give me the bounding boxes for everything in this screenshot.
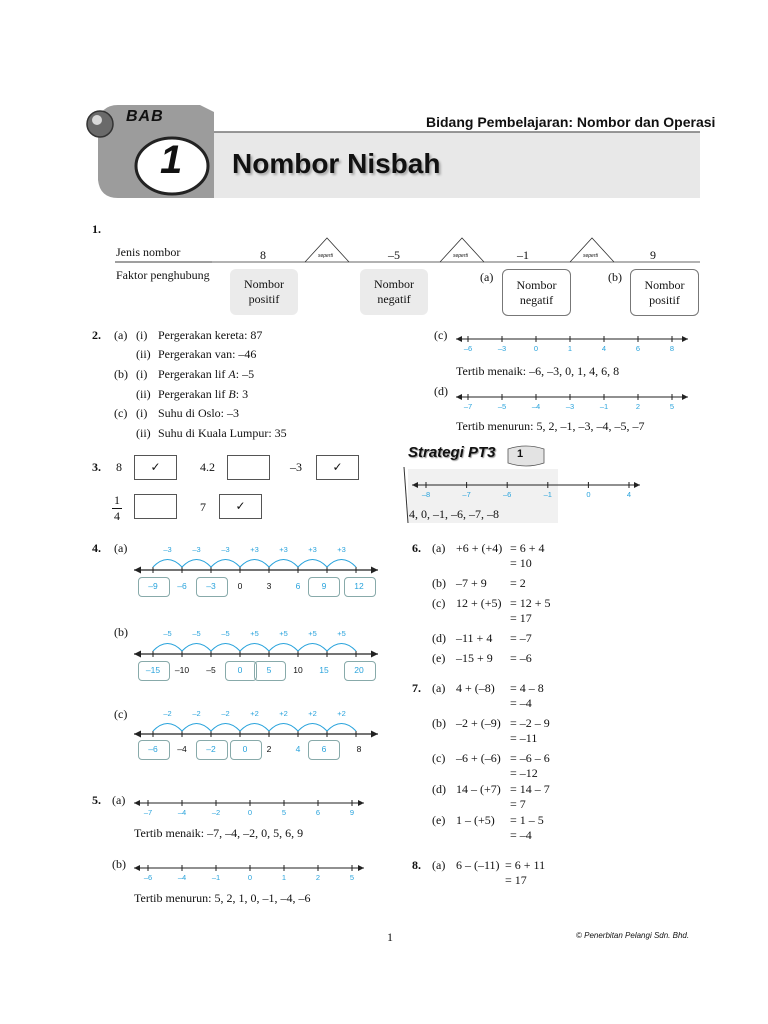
strategi-badge: 1 [517, 448, 524, 460]
q5a-number-line-label-5: 5 [281, 808, 287, 817]
q4c-arc-line-arc-label-3: –2 [221, 709, 230, 718]
q7-d-label: (d) [432, 782, 446, 796]
q3-checkbox-4[interactable] [134, 494, 177, 519]
q4b-arc-line-arrow-left [134, 651, 141, 658]
q2c-number-line-label-2: –3 [497, 344, 507, 353]
strategi-title: Strategi PT3 [408, 444, 496, 461]
q5-a-answer: Tertib menaik: –7, –4, –2, 0, 5, 6, 9 [134, 826, 304, 840]
q2-c-label: (c) [114, 406, 128, 420]
q3-checkbox-3[interactable] [316, 455, 359, 480]
q7-d-expr: 14 – (+7) [456, 782, 501, 796]
q4b-arc-line-arc-3 [211, 644, 240, 652]
q1-box-2-line2: negatif [377, 292, 411, 306]
q4a-arc-line-arc-label-3: –3 [221, 545, 230, 554]
q4-b-label: (b) [114, 625, 128, 639]
q2-a-ii-label: (ii) [136, 347, 151, 361]
q4a-arc-line-arc-label-6: +3 [308, 545, 317, 554]
q2d-number-line-label-1: –7 [463, 402, 473, 411]
q1-box-1 [230, 269, 298, 315]
q4c-value-5: 2 [266, 744, 272, 754]
q4b-arc-line-arc-6 [298, 644, 327, 652]
strategi-number-line-label-4: –1 [543, 490, 552, 499]
q1-box-4-line2: positif [649, 292, 680, 307]
q1-seperti-3: seperti [583, 253, 599, 259]
q2d-number-line-label-4: –3 [565, 402, 575, 411]
q5a-number-line-label-1: –7 [143, 808, 153, 817]
q4c-arc-line-arc-7 [327, 724, 356, 732]
q3-checkbox-5[interactable] [219, 494, 262, 519]
q6-e-l1: = –6 [510, 651, 532, 665]
q2d-number-line-label-3: –4 [531, 402, 541, 411]
q1-row2-label: Faktor penghubung [116, 268, 210, 282]
q6-number: 6. [412, 541, 421, 555]
q4b-arc-line [134, 624, 394, 664]
q5a-number-line-label-4: 0 [247, 808, 253, 817]
q1-value-3: –1 [517, 248, 529, 262]
q3-frac-num: 1 [114, 493, 120, 507]
q4b-value-7: 15 [319, 665, 329, 675]
q1-box-1-line2: positif [248, 292, 280, 306]
q2-c-ii-text: Suhu di Kuala Lumpur: 35 [158, 426, 287, 440]
strategi-number-line-label-5: 0 [586, 490, 591, 499]
q4b-value-3: –5 [206, 665, 216, 675]
q5b-number-line-label-6: 2 [315, 873, 321, 882]
q4a-arc-line-arc-1 [153, 560, 182, 568]
q4b-arc-line-arrow-right [371, 651, 378, 658]
q3-check-3: ✓ [332, 460, 343, 474]
q4a-arc-line-arc-label-7: +3 [337, 545, 346, 554]
q5b-number-line-label-3: –1 [211, 873, 221, 882]
q4c-arc-line-arc-label-7: +2 [337, 709, 346, 718]
q5b-number-line-label-4: 0 [247, 873, 253, 882]
q1-box-3-line2: negatif [519, 292, 554, 307]
q4c-value-2: –4 [177, 744, 187, 754]
q4b-arc-line-arc-label-4: +5 [250, 629, 259, 638]
q6-d-expr: –11 + 4 [456, 631, 493, 645]
q4a-arc-line-arrow-left [134, 567, 141, 574]
q4a-arc-line-arrow-right [371, 567, 378, 574]
q8-a-expr: 6 – (–11) [456, 858, 500, 872]
q1-box-2-line1: Nombor [374, 277, 414, 291]
q1-seperti-2: seperti [453, 253, 469, 259]
q2-b-ii-post: : 3 [235, 387, 249, 401]
q2d-number-line [456, 389, 696, 409]
q5-a-label: (a) [112, 793, 126, 807]
q3-item-4: 7 [200, 500, 206, 514]
q1-seperti-1: seperti [318, 253, 334, 259]
q4b-value-6: 10 [293, 665, 303, 675]
q3-number: 3. [92, 460, 101, 474]
q4b-arc-line-arc-label-2: –5 [192, 629, 201, 638]
q7-a-label: (a) [432, 681, 446, 695]
q2d-number-line-arrow-right [682, 394, 688, 400]
q4b-arc-line-arc-2 [182, 644, 211, 652]
q4a-value-4: 0 [237, 581, 243, 591]
q4a-arc-line-arc-5 [269, 560, 298, 568]
q1-number: 1. [92, 222, 101, 236]
q7-d-l2: = 7 [510, 797, 526, 811]
q2-b-ii-var: B [228, 387, 236, 401]
q2-c-ii-label: (ii) [136, 426, 151, 440]
publisher-credit: © Penerbitan Pelangi Sdn. Bhd. [576, 931, 690, 940]
q4c-arc-line-arc-6 [298, 724, 327, 732]
q4c-arc-line-arc-2 [182, 724, 211, 732]
q1-value-2: –5 [388, 248, 400, 262]
q4c-arc-line [134, 704, 394, 744]
q7-c-expr: –6 + (–6) [456, 751, 501, 765]
q8-a-l1: = 6 + 11 [505, 858, 546, 872]
q4a-arc-line-arc-label-5: +3 [279, 545, 288, 554]
q6-b-expr: –7 + 9 [456, 576, 487, 590]
q1-box-1-line1: Nombor [244, 277, 284, 291]
q4b-arc-line-arc-7 [327, 644, 356, 652]
q4a-values [134, 577, 394, 597]
q1-part-a: (a) [480, 270, 494, 284]
q7-b-expr: –2 + (–9) [456, 716, 501, 730]
q4b-value-1: –15 [145, 665, 161, 675]
q8-a-l2: = 17 [505, 873, 527, 887]
q4b-arc-line-arc-label-7: +5 [337, 629, 346, 638]
q4a-arc-line-arc-3 [211, 560, 240, 568]
q5a-number-line-label-2: –4 [177, 808, 187, 817]
q4a-arc-line-arc-7 [327, 560, 356, 568]
q4b-value-2: –10 [174, 665, 190, 675]
q7-d-l1: = 14 – 7 [510, 782, 550, 796]
q4a-value-6: 6 [295, 581, 301, 591]
page-number: 1 [387, 930, 393, 944]
q2-b-ii-label: (ii) [136, 387, 151, 401]
q4b-value-4: 0 [237, 665, 243, 675]
q4c-value-3: –2 [206, 744, 216, 754]
strategi-number-line-arrow-left [412, 482, 418, 488]
q2-c-i-text: Suhu di Oslo: –3 [158, 406, 240, 420]
q6-b-label: (b) [432, 576, 446, 590]
q4b-arc-line-arc-label-6: +5 [308, 629, 317, 638]
q6-a-expr: +6 + (+4) [456, 541, 503, 555]
subject-area: Bidang Pembelajaran: Nombor dan Operasi [426, 114, 716, 130]
q4b-values [134, 661, 394, 681]
q2c-number-line-arrow-left [456, 336, 462, 342]
strategi-answer: 4, 0, –1, –6, –7, –8 [409, 507, 499, 521]
q6-d-l1: = –7 [510, 631, 532, 645]
q5b-number-line-arrow-left [134, 865, 140, 871]
strategi-number-line-label-2: –7 [462, 490, 471, 499]
q4b-arc-line-arc-label-1: –5 [163, 629, 172, 638]
q3-frac-den: 4 [114, 509, 120, 523]
q1-value-4: 9 [650, 248, 656, 262]
q2c-number-line-label-5: 4 [601, 344, 607, 353]
q2-b-i-text [158, 367, 254, 382]
q2-a-label: (a) [114, 328, 128, 342]
strategi-number-line-label-1: –8 [421, 490, 431, 499]
q2-a-i-label: (i) [136, 328, 148, 342]
q7-b-l1: = –2 – 9 [510, 716, 550, 730]
q3-item-1: 8 [116, 460, 122, 474]
chapter-number: 1 [160, 138, 183, 182]
strategi-number-line-label-6: 4 [626, 490, 632, 499]
q4c-arc-line-arrow-right [371, 731, 378, 738]
q2c-number-line-label-4: 1 [567, 344, 573, 353]
strategi-number-line [412, 477, 652, 497]
q2-number: 2. [92, 328, 101, 342]
q2d-number-line-label-7: 5 [669, 402, 675, 411]
q5a-number-line-label-6: 6 [315, 808, 321, 817]
q2c-number-line-arrow-right [682, 336, 688, 342]
q7-b-label: (b) [432, 716, 446, 730]
q2-b-ii-text [158, 387, 248, 402]
q4b-arc-line-arc-label-5: +5 [279, 629, 288, 638]
q7-number: 7. [412, 681, 421, 695]
q5-number: 5. [92, 793, 101, 807]
q3-item-3: –3 [290, 460, 302, 474]
q4a-value-8: 12 [354, 581, 364, 591]
q4a-arc-line [134, 540, 394, 580]
q5a-number-line [134, 795, 374, 815]
q7-a-l2: = –4 [510, 696, 532, 710]
q1-row1-label: Jenis nombor [116, 245, 181, 259]
q5a-number-line-label-7: 9 [349, 808, 355, 817]
q4a-value-2: –6 [177, 581, 187, 591]
q2-right-c-label: (c) [434, 328, 448, 342]
q4c-arc-line-arc-3 [211, 724, 240, 732]
q2d-number-line-arrow-left [456, 394, 462, 400]
q4c-arc-line-arc-label-4: +2 [250, 709, 259, 718]
q2-c-i-label: (i) [136, 406, 148, 420]
q2-b-ii-pre: Pergerakan lif [158, 387, 229, 401]
q5b-number-line-arrow-right [358, 865, 364, 871]
q4c-arc-line-arc-label-1: –2 [163, 709, 172, 718]
q4b-arc-line-arc-1 [153, 644, 182, 652]
q4a-arc-line-arc-4 [240, 560, 269, 568]
q7-c-label: (c) [432, 751, 446, 765]
q3-item-2: 4.2 [200, 460, 215, 474]
q7-a-l1: = 4 – 8 [510, 681, 544, 695]
q5b-number-line-label-2: –4 [177, 873, 187, 882]
q2-c-answer: Tertib menaik: –6, –3, 0, 1, 4, 6, 8 [456, 364, 620, 378]
q5b-number-line-label-1: –6 [143, 873, 153, 882]
q7-e-expr: 1 – (+5) [456, 813, 495, 827]
q5b-number-line [134, 860, 374, 880]
q7-e-l1: = 1 – 5 [510, 813, 544, 827]
q3-check-5: ✓ [235, 499, 246, 513]
q1-part-b: (b) [608, 270, 622, 284]
q5-b-answer: Tertib menurun: 5, 2, 1, 0, –1, –4, –6 [134, 891, 311, 905]
q2c-number-line-label-6: 6 [635, 344, 641, 353]
strategi-number-line-arrow-right [634, 482, 640, 488]
q4c-arc-line-arc-label-5: +2 [279, 709, 288, 718]
q6-a-l2: = 10 [510, 556, 532, 570]
q4c-arc-line-arc-1 [153, 724, 182, 732]
q7-c-l1: = –6 – 6 [510, 751, 550, 765]
q2-b-i-label: (i) [136, 367, 148, 381]
q2c-number-line [456, 331, 696, 351]
q4a-arc-line-arc-label-2: –3 [192, 545, 201, 554]
q7-e-label: (e) [432, 813, 446, 827]
q5b-number-line-label-7: 5 [349, 873, 355, 882]
q6-c-expr: 12 + (+5) [456, 596, 502, 610]
q2-a-ii-text: Pergerakan van: –46 [158, 347, 257, 361]
q4a-value-7: 9 [321, 581, 327, 591]
q4c-arc-line-arc-label-2: –2 [192, 709, 201, 718]
q4c-value-7: 6 [321, 744, 327, 754]
q2-right-d-label: (d) [434, 384, 448, 398]
q4-c-label: (c) [114, 707, 128, 721]
q4b-arc-line-arc-5 [269, 644, 298, 652]
q5a-number-line-arrow-right [358, 800, 364, 806]
q6-b-l1: = 2 [510, 576, 526, 590]
q4c-value-6: 4 [295, 744, 301, 754]
q4c-arc-line-arc-4 [240, 724, 269, 732]
q1-box-2 [360, 269, 428, 315]
q5b-number-line-label-5: 1 [281, 873, 287, 882]
q4c-value-8: 8 [356, 744, 362, 754]
q4b-value-5: 5 [266, 665, 272, 675]
q7-c-l2: = –12 [510, 766, 538, 780]
q4c-value-4: 0 [242, 744, 248, 754]
q8-number: 8. [412, 858, 421, 872]
q6-a-l1: = 6 + 4 [510, 541, 545, 555]
q4-a-label: (a) [114, 541, 128, 555]
q4c-arc-line-arc-5 [269, 724, 298, 732]
q4a-arc-line-arc-label-4: +3 [250, 545, 259, 554]
q4a-value-1: –9 [148, 581, 158, 591]
q3-checkbox-1[interactable] [134, 455, 177, 480]
q2-a-i-text: Pergerakan kereta: 87 [158, 328, 263, 342]
q2-b-label: (b) [114, 367, 128, 381]
q4-number: 4. [92, 541, 101, 555]
q2d-number-line-label-6: 2 [635, 402, 641, 411]
q5a-number-line-label-3: –2 [211, 808, 221, 817]
q7-b-l2: = –11 [510, 731, 538, 745]
q6-c-l2: = 17 [510, 611, 532, 625]
q2d-number-line-label-2: –5 [497, 402, 507, 411]
q4c-arc-line-arrow-left [134, 731, 141, 738]
q5-b-label: (b) [112, 857, 126, 871]
q2-d-answer: Tertib menurun: 5, 2, –1, –3, –4, –5, –7 [456, 419, 645, 433]
q4b-arc-line-arc-4 [240, 644, 269, 652]
q2d-number-line-label-5: –1 [599, 402, 609, 411]
chapter-title: Nombor Nisbah [232, 148, 441, 179]
q8-a-label: (a) [432, 858, 446, 872]
strategi-number-line-label-3: –6 [503, 490, 512, 499]
q6-c-label: (c) [432, 596, 446, 610]
q7-a-expr: 4 + (–8) [456, 681, 495, 695]
q6-a-label: (a) [432, 541, 446, 555]
q4b-arc-line-arc-label-3: –5 [221, 629, 230, 638]
q1-box-3-line1: Nombor [516, 277, 557, 292]
q3-checkbox-2[interactable] [227, 455, 270, 480]
q6-c-l1: = 12 + 5 [510, 596, 551, 610]
q2c-number-line-label-7: 8 [669, 344, 675, 353]
q3-check-1: ✓ [150, 460, 161, 474]
q2c-number-line-label-3: 0 [533, 344, 539, 353]
q2c-number-line-label-1: –6 [463, 344, 473, 353]
q4c-value-1: –6 [148, 744, 158, 754]
bab-label: BAB [126, 108, 164, 125]
q4a-value-5: 3 [266, 581, 272, 591]
q4b-value-8: 20 [354, 665, 364, 675]
q1-box-4 [630, 269, 699, 316]
q1-box-4-line1: Nombor [644, 277, 685, 292]
q4a-arc-line-arc-label-1: –3 [163, 545, 172, 554]
q2-b-i-pre: Pergerakan lif [158, 367, 229, 381]
q2-b-i-var: A [228, 367, 236, 381]
q1-value-1: 8 [260, 248, 266, 262]
q7-e-l2: = –4 [510, 828, 532, 842]
q6-d-label: (d) [432, 631, 446, 645]
q4c-arc-line-arc-label-6: +2 [308, 709, 317, 718]
q4a-arc-line-arc-6 [298, 560, 327, 568]
q4a-value-3: –3 [206, 581, 216, 591]
q4c-values [134, 740, 394, 760]
q6-e-expr: –15 + 9 [456, 651, 493, 665]
q4a-arc-line-arc-2 [182, 560, 211, 568]
q6-e-label: (e) [432, 651, 446, 665]
q2-b-i-post: : –5 [235, 367, 255, 381]
q1-box-3 [502, 269, 571, 316]
q5a-number-line-arrow-left [134, 800, 140, 806]
